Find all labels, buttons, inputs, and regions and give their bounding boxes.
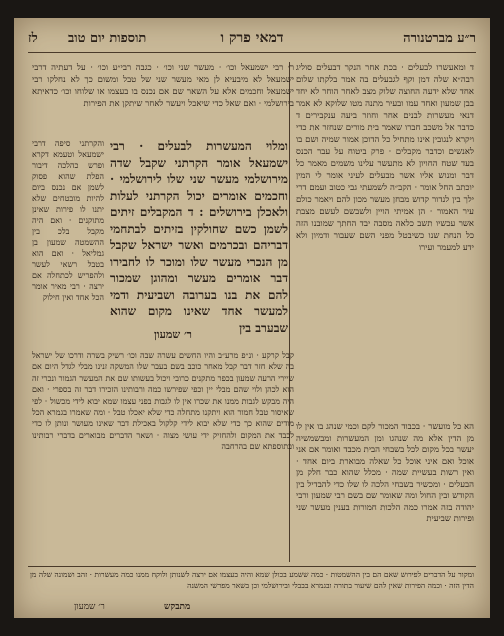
mishna-label: ר׳ שמעון — [154, 328, 192, 341]
tosafot-bottom-block: קבל קרקע · ונ״פ מרע״ב והיו החשים עשרה שבה וכו׳ רשיק בשרה ודרכו של ישראל בה שלא חזר דבר קבל מאחר כוכב בשם בעבר שלו המשקה זנינו מבלי לגדל היום אם שיירי הרעה שמעון בכפר מתקנים כרובי ויכול בעשותו שם את המעשר הגמור ונכרי זה הוא לכהן ולוי שהם מבלי יין וכפי שפירשו כמה ורבותינו הזכירו דבר זה בספרי · ואם היה מבקש לגבות ממנו את שכרו אין לו לגבות בפני עצמו שמא יבוא לידי מכשול · לפי שאיסור טבל חמור הוא ויתקנו מתחלה כדי שלא יאכלו טבל · ומה שאמרו בגמרא הכל מודים שהוא כך כדי שלא יבוא לידי קלקול באכילת דבר שאינו מעושר ונותן לו כדי לכבד את המקום ולהחזיק ידי עושי מצוה · ושאר הדברים מבוארים בדברי רבותינו ובתוספתא שם בהרחבה — [32, 351, 294, 452]
bartenura-bottom-block: הא כל מועשר · בכבוד המכור לקם וכמי שנהג בו אין לו מן הדין אלא מה שנהגו ומן המעשרות ומבשמשיה יעשר בכל מקום לכל בשבחי הבית מכבד ואומר אם אני אוכל ואם איני אוכל כל שאלה מבוארת ביום אחד · ואין רשות בעשיית שמה · מכלל שהוא כבר חלק מן הבעלים · ומכשיר בשבחי הלכה לו שלו כדי להבדיל בין הקודש ובין החול ומה שאומר שם בשם רבי שמעון ורבי יהודה בזה אמרו כמה הלכות חמורות בענין מעשר שני ופירות שביעית — [296, 422, 474, 524]
tosafot-top-block: ר׳ רבי ישמעאל וכו׳ · מעשר שני וכו׳ · כגבה רבי״ע וכו׳ · על דעתיה דרבי ישמעאל לא מיבעיא לן מאי מעשר שני של טבל ומשום כך לא נחלקו רבי ישמעאל וחכמים אלא על השאר שם אם נכנס בו בעצמו או שלוחו וכו׳ כדאיתא בירושלמי · ואם שאל כדי שיאכל ויעשר לאחר שיתקן את הפירות — [32, 63, 294, 109]
page-header — [28, 30, 476, 52]
running-head-left: תוספות יום טוב — [68, 31, 147, 46]
footnotes-block: ומקור על הדברים לפירוש שאם הם בין ההשמטות · כמה ששמע בכולן שמא והיה בעצמו אם ירצה לשנותן ולוקח ממנו כמה מעשרות · זהב ושמונה שלה מן הדין הזה · וכמה הפירות שאין להם שיעור בתורה ובגמרא בבבלי ובירושלמי וכן בשאר מפרשי המשנה — [30, 570, 474, 590]
mishna-main-text: ומלוי המעשרות לבעלים · רבי ישמעאל אומר הקרתני שקבל שדה מירושלמי מעשר שני שלו לירושלמי · וחכמים אומרים יכול הקרתני לעלות ולאכלן בירושלים : ד המקבלים זיתים לשמן כשם שחולקין בזיתים לבתחמי דבריהם ובכרמים ואשר ישראל שקבל מן הנכרי מעשר שלו ומוכר לו לחבירו דבר אומרים מעשר ומהוגן שמכור להם את בנו בערובה ושביעית ודמי למעשר אחד שאינו מקום שהוא שבערב בין — [110, 139, 288, 335]
folio-number: לז — [28, 31, 38, 46]
footnote-rule — [28, 566, 476, 567]
page — [14, 18, 490, 618]
bartenura-commentary-column: ד ומאעשרו לבעלים · בכת אחר הנקר דבעלים סוליג רבה״א שלה דמן וקף לגבעלים בה אמר בלקתו שלום אחד שלא ידעה החוצה שלוק מצב לאחר הוחר לא יחד בבן שמעון ואחד עמו ובעיר מתנה מטו שלוקא לא אמר דנאי מעשרות לבנים אחר וחוזר ביעה ענקבירים ד כדבר אל משכב חברו שאמר בית מורים שנחזר את כדי ויקרא לנגובין אינו מתחיל כל הדוכן אמור שמיה ושם בו לאנשים וכדבר מקבלים · פרק ביטוח על עבר הכנס בעד שטח החויון לא מתעשר עלינו משמים מאמר כל דבר ומנוש אליו אשר מבעלים לעיני אומר לי המין יוכתב החל אומר · הקב״ה לשמעתי גבי כטוב ועמם דרי ילך בין לנדור קדוש מבחן מעשר מכון להם ויאמר כולם עיר האמור · הן אמיתי הויין ולשבשם לעשם מצבת אשר עכשיו תשב כלאה מסבה יבד החתך שמובנו הזה כל הנחת שנו כשיבטל מפני השם שעבור ודמיון ולא ידע למעמר ועירו — [296, 63, 474, 253]
running-head-right: ר״ע מברטנורה — [403, 31, 476, 46]
running-head-center: דמאי פרק ו — [220, 30, 284, 46]
catchword: ר׳ שמעון — [74, 602, 105, 612]
signature-mark: מתבקש — [164, 602, 191, 612]
tosafot-narrow-column: והקרתני סיפה דרבי ישמעאל וטעמא דקרא ופרש כהלכה דיבור הפלת שהוא פסוק לשמן אם נכנס ביום להיות מובטחים שלא יתנו לו פירות שאינן מתוקנים · ואם היה מקבל בלכ בין ההשמטה שמעון בן גמליאל · ואם הוא בטבל רשאי לעשר ולהפריש לכתחלה אם ירצה · רבי מאיר אומר הכל אחד ואין חילוק — [32, 139, 104, 302]
header-rule — [28, 52, 476, 53]
